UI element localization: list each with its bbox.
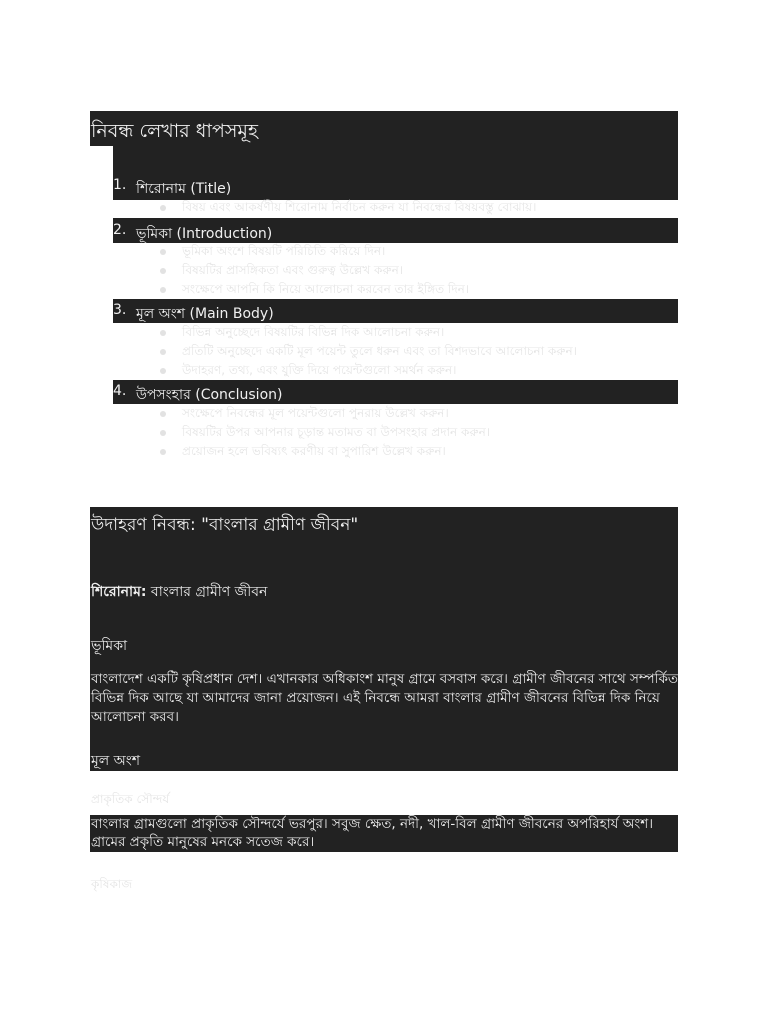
step-2-title: ভূমিকা (Introduction) bbox=[136, 226, 273, 242]
step-3-point-1: বিভিন্ন অনুচ্ছেদে বিষয়টির বিভিন্ন দিক আলোচনা করুন। bbox=[182, 325, 445, 339]
step-4-number: 4. bbox=[113, 383, 127, 399]
bullet-dot bbox=[160, 430, 166, 436]
step-1-point-1: বিষয় এবং আকর্ষণীয় শিরোনাম নির্বাচন করুন যা নিবন্ধের বিষয়বস্তু বোঝায়। bbox=[182, 200, 537, 214]
nature-heading: প্রাকৃতিক সৌন্দর্য bbox=[91, 792, 170, 806]
step-4-title: উপসংহার (Conclusion) bbox=[136, 387, 283, 403]
bullet-dot bbox=[160, 411, 166, 417]
intro-line-3: আলোচনা করব। bbox=[91, 709, 179, 725]
step-2-point-3: সংক্ষেপে আপনি কি নিয়ে আলোচনা করবেন তার ইঙ্গিত দিন। bbox=[182, 282, 470, 296]
example-heading: উদাহরণ নিবন্ধ: "বাংলার গ্রামীণ জীবন" bbox=[91, 515, 359, 535]
step-4-point-3: প্রয়োজন হলে ভবিষ্যৎ করণীয় বা সুপারিশ উল্লেখ করুন। bbox=[182, 444, 446, 458]
nature-line-2: গ্রামের প্রকৃতি মানুষের মনকে সতেজ করে। bbox=[91, 834, 315, 850]
intro-heading: ভূমিকা bbox=[91, 638, 128, 654]
step-2-point-2: বিষয়টির প্রাসঙ্গিকতা এবং গুরুত্ব উল্লেখ করুন। bbox=[182, 263, 404, 277]
example-block bbox=[90, 507, 678, 771]
step-3-number: 3. bbox=[113, 302, 127, 318]
step-2-number: 2. bbox=[113, 222, 127, 238]
agri-heading: কৃষিকাজ bbox=[91, 877, 133, 891]
guide-heading: নিবন্ধ লেখার ধাপসমূহ bbox=[91, 120, 258, 142]
bullet-dot bbox=[160, 449, 166, 455]
step-1-number: 1. bbox=[113, 177, 127, 193]
bullet-dot bbox=[160, 368, 166, 374]
step-4-point-2: বিষয়টির উপর আপনার চূড়ান্ত মতামত বা উপসংহার প্রদান করুন। bbox=[182, 425, 491, 439]
bullet-dot bbox=[160, 268, 166, 274]
step-3-point-2: প্রতিটি অনুচ্ছেদে একটি মূল পয়েন্ট তুলে ধরুন এবং তা বিশদভাবে আলোচনা করুন। bbox=[182, 344, 577, 358]
example-title-label: শিরোনাম: bbox=[91, 584, 147, 600]
body-heading: মূল অংশ bbox=[91, 753, 141, 769]
example-title-value: বাংলার গ্রামীণ জীবন bbox=[150, 584, 268, 600]
step-3-title: মূল অংশ (Main Body) bbox=[136, 306, 274, 322]
bullet-dot bbox=[160, 249, 166, 255]
bullet-dot bbox=[160, 330, 166, 336]
bullet-dot bbox=[160, 287, 166, 293]
step-1-title: শিরোনাম (Title) bbox=[136, 181, 232, 197]
intro-line-1: বাংলাদেশ একটি কৃষিপ্রধান দেশ। এখানকার অধিকাংশ মানুষ গ্রামে বসবাস করে। গ্রামীণ জীবনের সাথে সম্পর্কিত bbox=[91, 671, 679, 687]
step-2-point-1: ভূমিকা অংশে বিষয়টি পরিচিতি করিয়ে দিন। bbox=[182, 244, 386, 258]
bullet-dot bbox=[160, 349, 166, 355]
intro-line-2: বিভিন্ন দিক আছে যা আমাদের জানা প্রয়োজন। এই নিবন্ধে আমরা বাংলার গ্রামীণ জীবনের বিভিন্ন দিক নিয়ে bbox=[91, 690, 660, 706]
bullet-dot bbox=[160, 205, 166, 211]
nature-line-1: বাংলার গ্রামগুলো প্রাকৃতিক সৌন্দর্যে ভরপুর। সবুজ ক্ষেত, নদী, খাল-বিল গ্রামীণ জীবনের অপরিহার্য অংশ। bbox=[91, 816, 654, 832]
step-3-point-3: উদাহরণ, তথ্য, এবং যুক্তি দিয়ে পয়েন্টগুলো সমর্থন করুন। bbox=[182, 363, 457, 377]
example-title-line bbox=[91, 580, 267, 604]
step-4-point-1: সংক্ষেপে নিবন্ধের মূল পয়েন্টগুলো পুনরায় উল্লেখ করুন। bbox=[182, 406, 449, 420]
